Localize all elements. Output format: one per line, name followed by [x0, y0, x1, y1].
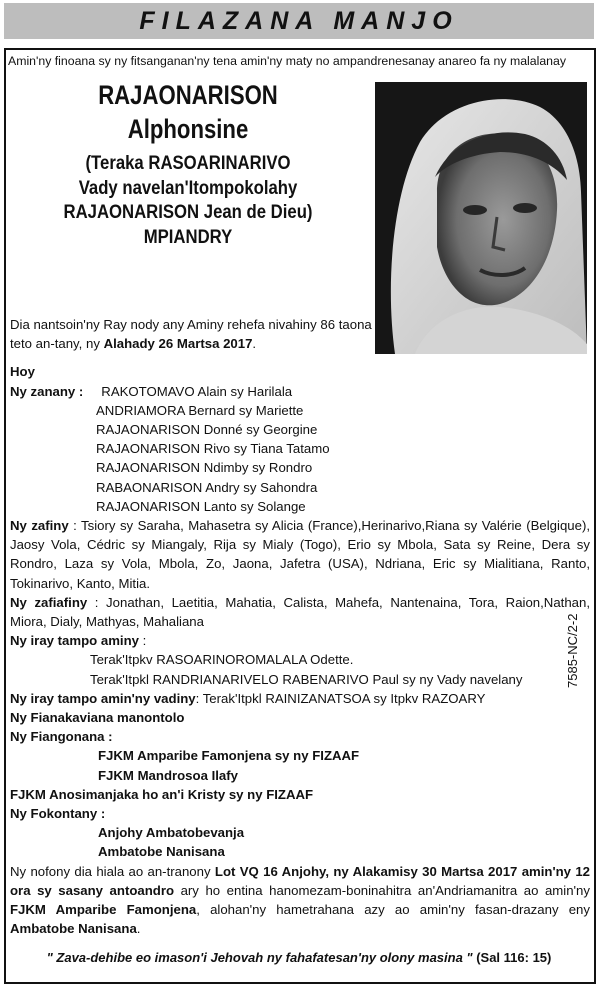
funeral-text: ary ho entina hanomezam-boninahitra an'Andriamanitra ao amin'ny: [174, 882, 590, 898]
fianakaviana-label: Ny Fianakaviana manontolo: [10, 710, 185, 726]
fiangonana-label: Ny Fiangonana :: [10, 729, 113, 745]
zanany-item: RABAONARISON Andry sy Sahondra: [96, 479, 318, 495]
fokontany-label: Ny Fokontany :: [10, 806, 106, 822]
deceased-given-name: Alphonsine: [127, 114, 249, 144]
zafiny-paragraph: [10, 516, 590, 593]
iray-tampo-vadiny-label: Ny iray tampo amin'ny vadiny: [10, 690, 196, 706]
funeral-church: FJKM Amparibe Famonjena: [10, 902, 197, 918]
zafiny-text: : Tsiory sy Saraha, Mahasetra sy Alicia (France),Herinarivo,Riana sy Valérie (Belgique), Jaosy Vola, Cédric sy Miangaly, Rija sy Mialy (Togo), Erio sy Mbola, Sata sy Reine, Dera sy Rondro, Laza sy Vola, Mbola, Zo, Jaona, Jafetra (USA), Ndriana, Eric sy Mialitiana, Ranto, Tokinarivo, Kanto, Mitia.: [10, 518, 590, 591]
iray-tampo-label: Ny iray tampo aminy: [10, 633, 139, 649]
zafiny-label: Ny zafiny: [10, 518, 69, 534]
intro-text: Amin'ny finoana sy ny fitsanganan'ny tena amin'ny maty no ampandrenesanay anareo fa ny malalanay: [8, 54, 567, 68]
closing-quote: [4, 950, 594, 965]
deceased-line: RAJAONARISON Jean de Dieu): [63, 202, 313, 223]
death-line-2-prefix: teto an-tany, ny: [10, 336, 104, 352]
iray-tampo-vadiny-text: : Terak'Itpkl RAINIZANATSOA sy Itpkv RAZOARY: [195, 690, 486, 706]
funeral-paragraph: [10, 862, 590, 939]
death-date: Alahady 26 Martsa 2017: [103, 336, 253, 352]
fiangonana-item: FJKM Amparibe Famonjena sy ny FIZAAF: [98, 748, 360, 764]
deceased-line: (Teraka RASOARINARIVO: [85, 153, 291, 174]
funeral-text: Ny nofony dia hiala ao an-tranony: [10, 863, 215, 879]
zanany-row: [10, 382, 590, 401]
quote-text: " Zava-dehibe eo imason'i Jehovah ny fahafatesan'ny olony masina ": [46, 950, 473, 965]
zafiafiny-text: : Jonathan, Laetitia, Mahatia, Calista, Mahefa, Nantenaina, Tora, Raion,Nathan, Miora, Dialy, Mathyas, Mahaliana: [10, 594, 590, 630]
funeral-location-time: Lot VQ 16 Anjohy, ny Alakamisy 30 Martsa 2017 amin'ny 12 ora sy sasany antoandro: [10, 863, 591, 898]
notice-body: [10, 315, 590, 939]
iray-tampo-vadiny-row: [10, 689, 590, 708]
page-header: [4, 3, 594, 39]
zanany-item: RAKOTOMAVO Alain sy Harilala: [101, 383, 293, 399]
iray-tampo-sep: :: [139, 633, 147, 649]
reference-code: 7585-NC/2-2: [565, 613, 580, 688]
funeral-text: , alohan'ny hametrahana azy ao amin'ny fasan-drazany eny: [196, 902, 590, 918]
deceased-surname: RAJAONARISON: [98, 80, 278, 110]
deceased-line: Vady navelan'Itompokolahy: [78, 177, 298, 199]
funeral-burial-place: Ambatobe Nanisana: [10, 921, 137, 937]
portrait-photo: [375, 82, 587, 354]
header-title: FILAZANA MANJO: [139, 6, 459, 35]
zanany-item: ANDRIAMORA Bernard sy Mariette: [96, 402, 304, 418]
zanany-item: RAJAONARISON Donné sy Georgine: [96, 422, 318, 438]
zanany-label: Ny zanany: [10, 383, 76, 399]
funeral-text: .: [136, 921, 141, 937]
death-line-1: Dia nantsoin'ny Ray nody any Aminy rehefa nivahiny 86 taona: [10, 317, 372, 332]
zanany-item: RAJAONARISON Lanto sy Solange: [96, 498, 306, 514]
iray-tampo-row: [10, 631, 590, 650]
zanany-item: RAJAONARISON Ndimby sy Rondro: [96, 460, 313, 476]
fokontany-item: Ambatobe Nanisana: [98, 844, 225, 860]
zanany-sep: :: [75, 383, 84, 399]
portrait-image: [375, 82, 587, 354]
deceased-block: [8, 78, 368, 250]
iray-tampo-item: Terak'Itpkl RANDRIANARIVELO RABENARIVO Paul sy ny Vady navelany: [90, 671, 523, 687]
quote-reference: (Sal 116: 15): [472, 950, 552, 965]
zafiafiny-paragraph: [10, 593, 590, 631]
fokontany-item: Anjohy Ambatobevanja: [98, 825, 245, 841]
deceased-line: MPIANDRY: [143, 226, 233, 248]
hoy-label: Hoy: [10, 364, 35, 380]
fiangonana-item: FJKM Mandrosoa Ilafy: [98, 767, 238, 783]
fiangonana-extra: FJKM Anosimanjaka ho an'i Kristy sy ny FIZAAF: [10, 786, 314, 802]
zanany-item: RAJAONARISON Rivo sy Tiana Tatamo: [96, 441, 330, 457]
death-line-2-suffix: .: [252, 336, 257, 352]
iray-tampo-item: Terak'Itpkv RASOARINOROMALALA Odette.: [90, 652, 354, 668]
death-line-2: [10, 334, 590, 353]
zafiafiny-label: Ny zafiafiny: [10, 594, 88, 610]
